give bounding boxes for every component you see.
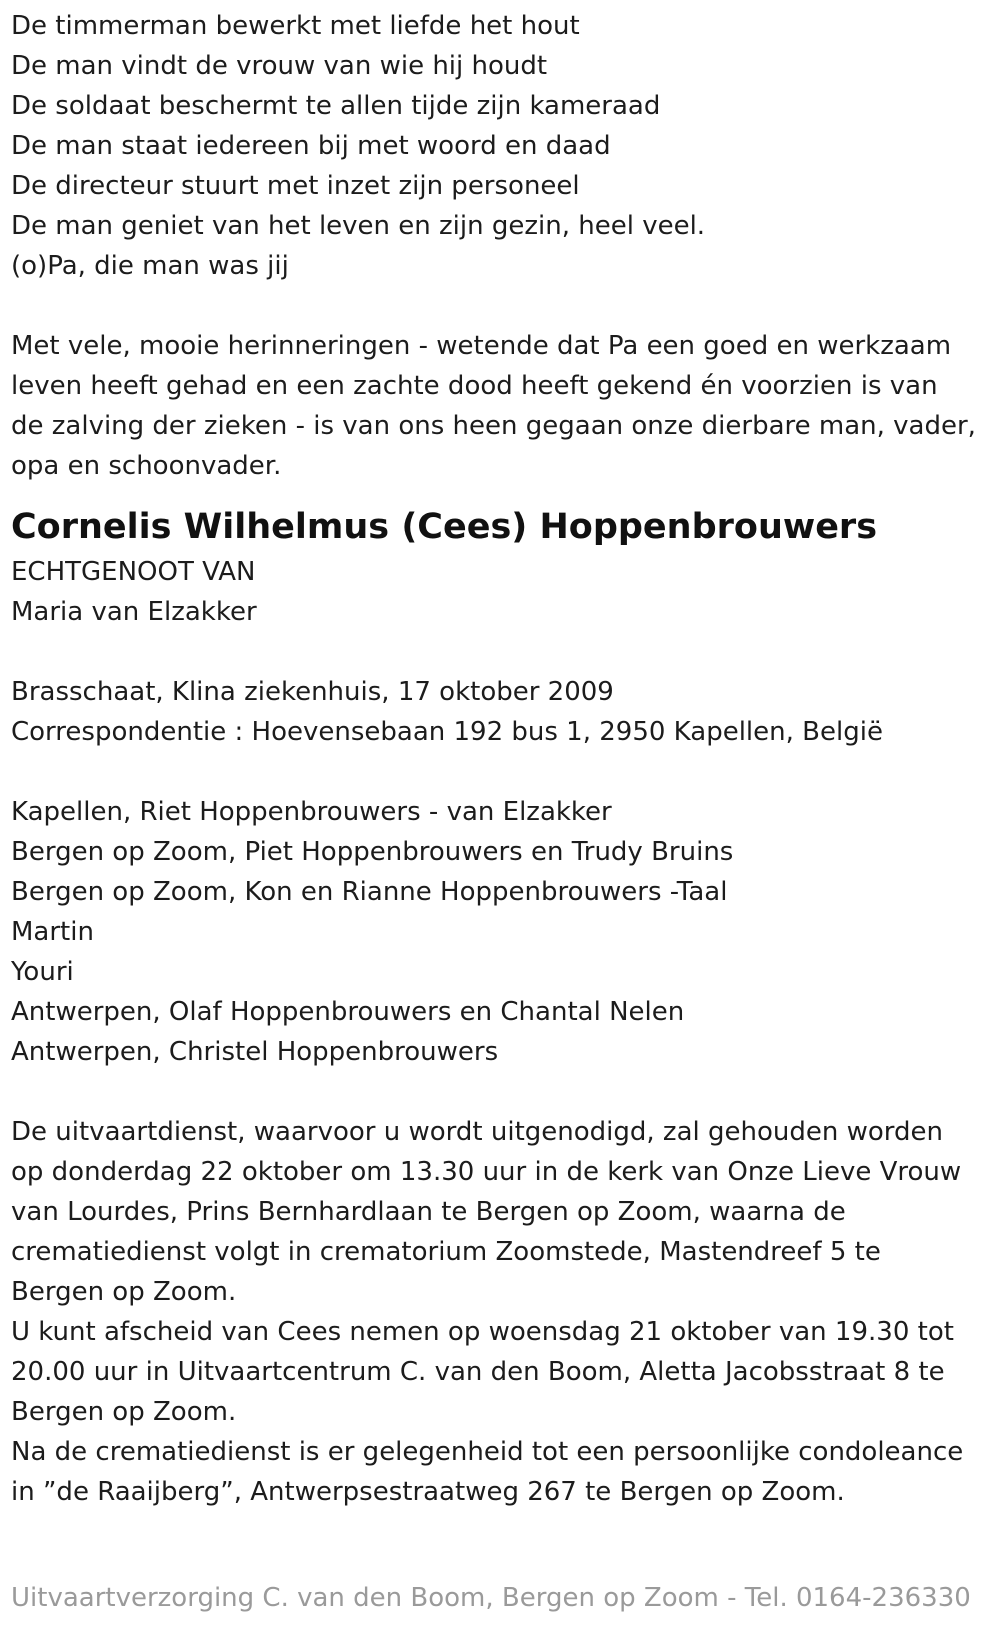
spouse-name: Maria van Elzakker (11, 597, 257, 627)
poem-line: De man geniet van het leven en zijn gezin, heel veel. (11, 211, 706, 241)
intro-line: opa en schoonvader. (11, 451, 282, 481)
family-member: Martin (11, 917, 94, 947)
intro-line: Met vele, mooie herinneringen - wetende dat Pa een goed en werkzaam (11, 331, 952, 361)
poem-line: De timmerman bewerkt met liefde het hout (11, 11, 580, 41)
poem-line: (o)Pa, die man was jij (11, 251, 289, 281)
poem-line: De man vindt de vrouw van wie hij houdt (11, 51, 548, 81)
family-member: Kapellen, Riet Hoppenbrouwers - van Elzakker (11, 797, 612, 827)
correspondence-address: Correspondentie : Hoevensebaan 192 bus 1, 2950 Kapellen, België (11, 717, 883, 747)
place-date: Brasschaat, Klina ziekenhuis, 17 oktober 2009 (11, 677, 614, 707)
poem (11, 6, 1000, 286)
spacer (11, 1072, 1000, 1112)
relation-label: ECHTGENOOT VAN (11, 557, 256, 587)
service-line: van Lourdes, Prins Bernhardlaan te Bergen op Zoom, waarna de (11, 1197, 846, 1227)
service-line: Bergen op Zoom. (11, 1277, 237, 1307)
spacer (11, 286, 1000, 326)
service-line: U kunt afscheid van Cees nemen op woensdag 21 oktober van 19.30 tot (11, 1317, 954, 1347)
details-block (11, 672, 1000, 752)
family-member: Antwerpen, Christel Hoppenbrouwers (11, 1037, 499, 1067)
service-line: Na de crematiedienst is er gelegenheid tot een persoonlijke condoleance (11, 1437, 964, 1467)
family-member: Bergen op Zoom, Piet Hoppenbrouwers en Trudy Bruins (11, 837, 734, 867)
service-line: in ”de Raaijberg”, Antwerpsestraatweg 267 te Bergen op Zoom. (11, 1477, 845, 1507)
poem-line: De directeur stuurt met inzet zijn personeel (11, 171, 580, 201)
intro-line: leven heeft gehad en een zachte dood heeft gekend én voorzien is van (11, 371, 938, 401)
spacer (11, 486, 1000, 498)
service-line: Bergen op Zoom. (11, 1397, 237, 1427)
spacer (11, 632, 1000, 672)
intro-paragraph (11, 326, 1000, 486)
spacer (11, 752, 1000, 792)
family-member: Youri (11, 957, 74, 987)
intro-line: de zalving der zieken - is van ons heen gegaan onze dierbare man, vader, (11, 411, 976, 441)
deceased-name: Cornelis Wilhelmus (Cees) Hoppenbrouwers (11, 507, 878, 547)
poem-line: De man staat iedereen bij met woord en daad (11, 131, 611, 161)
family-member: Bergen op Zoom, Kon en Rianne Hoppenbrouwers -Taal (11, 877, 728, 907)
family-list (11, 792, 1000, 1072)
deceased-block (11, 502, 1000, 632)
service-line: op donderdag 22 oktober om 13.30 uur in de kerk van Onze Lieve Vrouw (11, 1157, 962, 1187)
family-member: Antwerpen, Olaf Hoppenbrouwers en Chantal Nelen (11, 997, 685, 1027)
service-paragraph (11, 1112, 1000, 1512)
service-line: crematiedienst volgt in crematorium Zoomstede, Mastendreef 5 te (11, 1237, 881, 1267)
poem-line: De soldaat beschermt te allen tijde zijn kameraad (11, 91, 661, 121)
service-line: 20.00 uur in Uitvaartcentrum C. van den Boom, Aletta Jacobsstraat 8 te (11, 1357, 945, 1387)
service-line: De uitvaartdienst, waarvoor u wordt uitgenodigd, zal gehouden worden (11, 1117, 943, 1147)
funeral-director-footer: Uitvaartverzorging C. van den Boom, Bergen op Zoom - Tel. 0164-236330 (11, 1583, 971, 1613)
